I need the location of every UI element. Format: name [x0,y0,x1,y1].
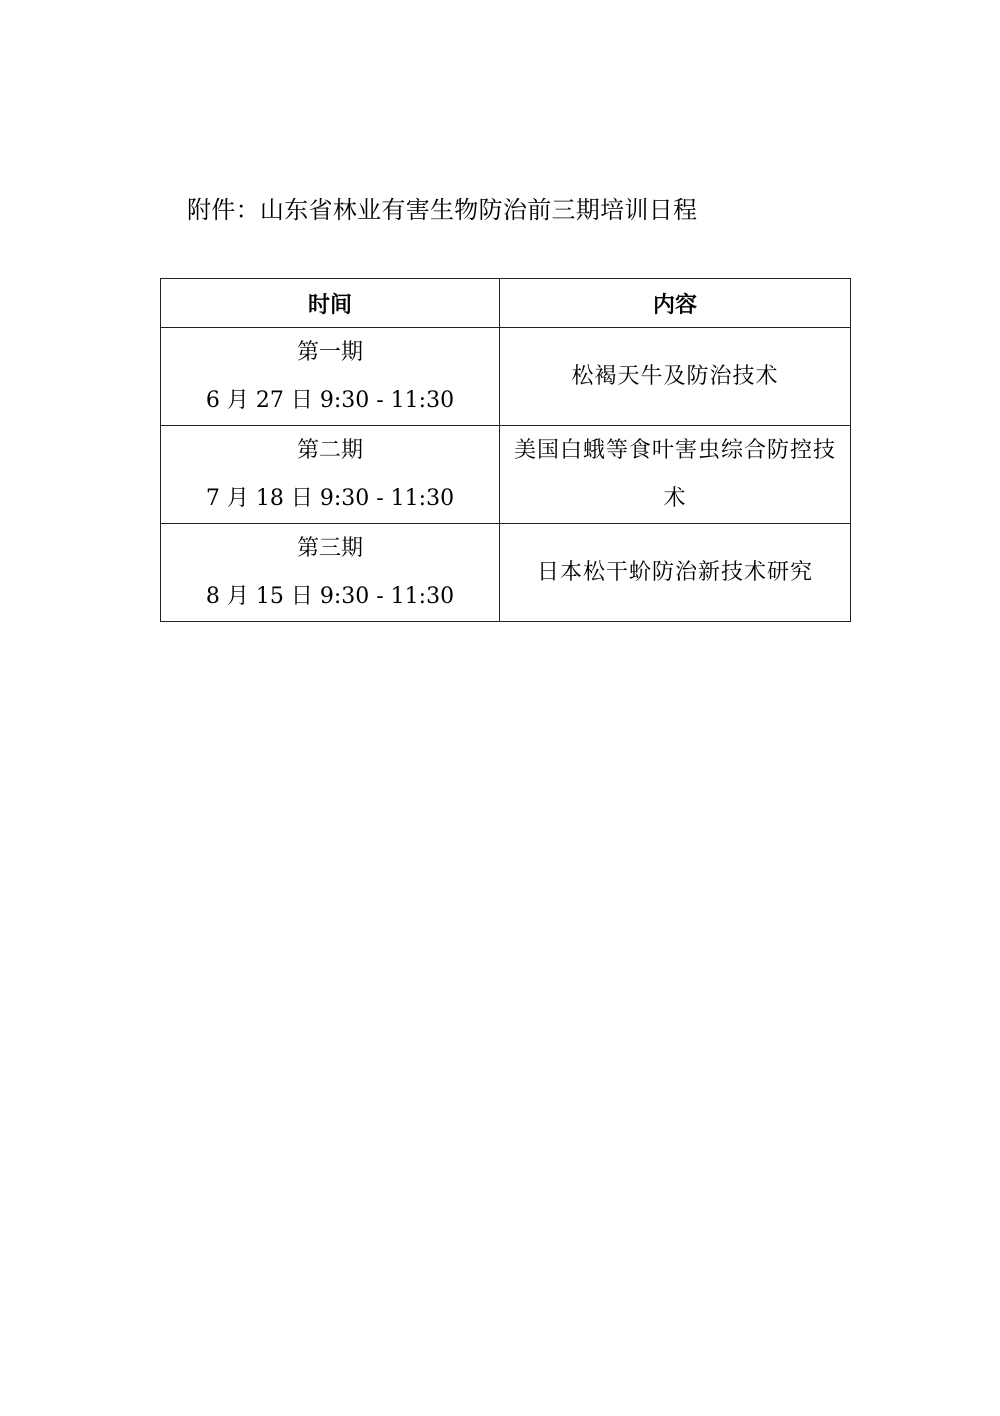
training-schedule-table [160,278,851,622]
time-cell [161,524,500,622]
session-topic: 日本松干蚧防治新技术研究 [536,559,813,585]
table-row [161,524,851,622]
session-label: 第二期 [296,437,363,463]
session-topic: 松褐天牛及防治技术 [571,363,779,389]
session-label: 第一期 [296,339,363,365]
time-cell [161,328,500,426]
content-cell [500,328,851,426]
session-datetime: 8 月 15 日 9:30 - 11:30 [205,583,455,609]
session-datetime: 7 月 18 日 9:30 - 11:30 [205,485,455,511]
table-row [161,426,851,524]
table-row [161,328,851,426]
header-time: 时间 [161,279,500,328]
time-cell [161,426,500,524]
session-datetime: 6 月 27 日 9:30 - 11:30 [205,387,455,413]
header-content: 内容 [500,279,851,328]
session-label: 第三期 [296,535,363,561]
table-header-row [161,279,851,328]
session-topic: 美国白蛾等食叶害虫综合防控技术 [513,437,836,511]
content-cell [500,524,851,622]
page-title: 附件：山东省林业有害生物防治前三期培训日程 [187,196,698,224]
content-cell [500,426,851,524]
